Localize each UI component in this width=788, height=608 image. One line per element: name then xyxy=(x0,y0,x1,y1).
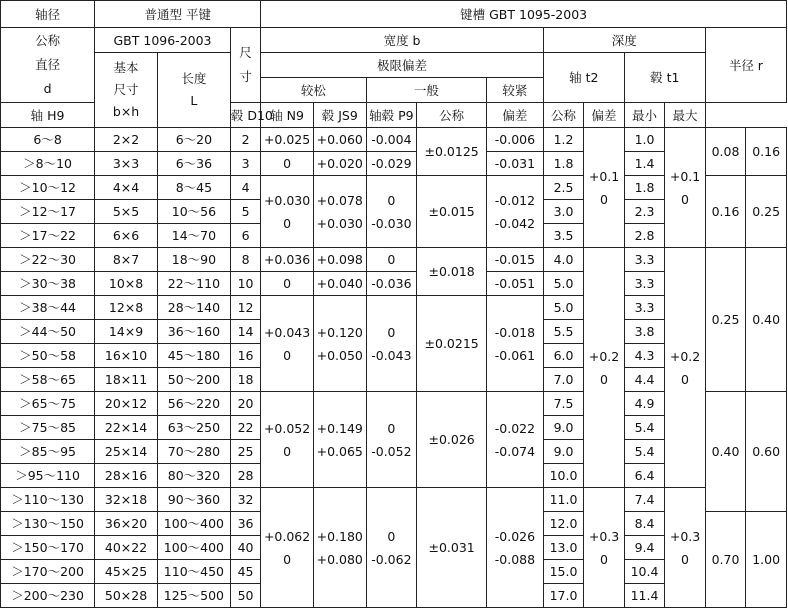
cell-diameter: ＞38～44 xyxy=(1,296,95,320)
cell-r-max: 0.40 xyxy=(746,248,787,392)
cell-p9 xyxy=(487,392,544,488)
cell-p9: -0.015 xyxy=(487,248,544,272)
cell-size: 50 xyxy=(230,584,260,608)
t1-dev-upper: +0.1 xyxy=(669,168,701,184)
header-shaft-t2: 轴 t2 xyxy=(543,53,624,103)
d10-upper: +0.120 xyxy=(316,324,363,340)
cell-length: 100～400 xyxy=(157,512,230,536)
cell-t2: 5.0 xyxy=(543,296,584,320)
cell-t1: 3.3 xyxy=(624,248,665,272)
n9-upper: 0 xyxy=(387,324,396,340)
cell-length: 10～56 xyxy=(157,200,230,224)
nominal-diameter-line-3: d xyxy=(43,81,52,96)
length-line-2: L xyxy=(190,93,198,108)
cell-n9 xyxy=(366,392,417,488)
p9-upper: -0.012 xyxy=(494,192,536,208)
header-shaft-diameter: 轴径 xyxy=(1,1,95,28)
cell-js9: ±0.018 xyxy=(417,248,487,296)
cell-size: 3 xyxy=(230,152,260,176)
n9-upper: 0 xyxy=(387,192,396,208)
cell-length: 8～45 xyxy=(157,176,230,200)
cell-h9: 0 xyxy=(261,152,314,176)
cell-t1: 2.8 xyxy=(624,224,665,248)
cell-diameter: ＞150～170 xyxy=(1,536,95,560)
t1-dev-lower: 0 xyxy=(681,191,689,207)
header-normal-flat-key: 普通型 平键 xyxy=(95,1,261,28)
cell-t1: 6.4 xyxy=(624,464,665,488)
cell-basic-size: 5×5 xyxy=(95,200,158,224)
cell-diameter: ＞130～150 xyxy=(1,512,95,536)
h9-lower: 0 xyxy=(283,551,292,567)
cell-t1: 3.8 xyxy=(624,320,665,344)
header-col-shafthub-p9: 轴毂 P9 xyxy=(366,103,417,128)
cell-t1: 4.4 xyxy=(624,368,665,392)
cell-d10 xyxy=(313,392,366,488)
h9-lower: 0 xyxy=(283,215,292,231)
h9-upper: +0.052 xyxy=(263,420,311,436)
cell-t2: 5.5 xyxy=(543,320,584,344)
cell-size: 16 xyxy=(230,344,260,368)
cell-d10: +0.020 xyxy=(313,152,366,176)
cell-basic-size: 4×4 xyxy=(95,176,158,200)
cell-size: 40 xyxy=(230,536,260,560)
cell-size: 12 xyxy=(230,296,260,320)
header-radius-r: 半径 r xyxy=(705,28,786,103)
cell-t1: 11.4 xyxy=(624,584,665,608)
length-line-1: 长度 xyxy=(181,71,207,86)
h9-upper: +0.062 xyxy=(263,528,311,544)
nominal-diameter-line-2: 直径 xyxy=(35,57,61,72)
cell-diameter: ＞12～17 xyxy=(1,200,95,224)
cell-t2: 3.5 xyxy=(543,224,584,248)
p9-lower: -0.061 xyxy=(494,347,536,363)
cell-t1-deviation xyxy=(665,248,706,488)
cell-size: 20 xyxy=(230,392,260,416)
cell-length: 6～20 xyxy=(157,128,230,152)
header-t1-nominal: 公称 xyxy=(543,103,584,128)
basic-size-line-3: b×h xyxy=(112,104,140,119)
cell-basic-size: 22×14 xyxy=(95,416,158,440)
cell-t1: 1.0 xyxy=(624,128,665,152)
cell-length: 6～36 xyxy=(157,152,230,176)
h9-lower: 0 xyxy=(283,443,292,459)
cell-t1: 2.3 xyxy=(624,200,665,224)
cell-t1: 3.3 xyxy=(624,296,665,320)
cell-diameter: ＞170～200 xyxy=(1,560,95,584)
cell-basic-size: 16×10 xyxy=(95,344,158,368)
cell-basic-size: 18×11 xyxy=(95,368,158,392)
size-line-2: 寸 xyxy=(239,69,252,84)
cell-length: 125～500 xyxy=(157,584,230,608)
cell-n9: 0 xyxy=(366,248,417,272)
cell-n9 xyxy=(366,488,417,608)
cell-n9 xyxy=(366,296,417,392)
header-t2-deviation: 偏差 xyxy=(487,103,544,128)
cell-t1-deviation xyxy=(665,488,706,608)
header-size xyxy=(230,28,260,103)
cell-t2: 1.2 xyxy=(543,128,584,152)
cell-d10 xyxy=(313,296,366,392)
cell-basic-size: 3×3 xyxy=(95,152,158,176)
header-limit-deviation: 极限偏差 xyxy=(261,53,544,78)
d10-upper: +0.078 xyxy=(316,192,363,208)
cell-t1: 5.4 xyxy=(624,440,665,464)
cell-basic-size: 12×8 xyxy=(95,296,158,320)
cell-t2-deviation xyxy=(584,488,625,608)
header-normal: 一般 xyxy=(366,78,487,103)
cell-diameter: ＞65～75 xyxy=(1,392,95,416)
cell-t1: 9.4 xyxy=(624,536,665,560)
cell-t2: 6.0 xyxy=(543,344,584,368)
header-r-min: 最小 xyxy=(624,103,665,128)
header-length xyxy=(157,53,230,128)
cell-diameter: ＞95～110 xyxy=(1,464,95,488)
cell-t2: 13.0 xyxy=(543,536,584,560)
cell-length: 90～360 xyxy=(157,488,230,512)
p9-upper: -0.018 xyxy=(494,324,536,340)
cell-js9: ±0.015 xyxy=(417,176,487,248)
cell-basic-size: 14×9 xyxy=(95,320,158,344)
cell-diameter: 6～8 xyxy=(1,128,95,152)
cell-t2: 7.0 xyxy=(543,368,584,392)
t2-dev-lower: 0 xyxy=(600,371,608,387)
cell-h9: +0.025 xyxy=(261,128,314,152)
cell-basic-size: 25×14 xyxy=(95,440,158,464)
cell-js9: ±0.031 xyxy=(417,488,487,608)
cell-t2: 12.0 xyxy=(543,512,584,536)
cell-size: 18 xyxy=(230,368,260,392)
t2-dev-upper: +0.1 xyxy=(588,168,620,184)
n9-lower: -0.052 xyxy=(371,443,412,459)
cell-h9 xyxy=(261,488,314,608)
cell-basic-size: 2×2 xyxy=(95,128,158,152)
d10-upper: +0.180 xyxy=(316,528,363,544)
header-t1-deviation: 偏差 xyxy=(584,103,625,128)
header-row-2 xyxy=(1,28,787,53)
cell-h9 xyxy=(261,392,314,488)
t1-dev-lower: 0 xyxy=(681,551,689,567)
header-tight: 较紧 xyxy=(487,78,544,103)
cell-t2: 9.0 xyxy=(543,416,584,440)
cell-diameter: ＞58～65 xyxy=(1,368,95,392)
cell-size: 6 xyxy=(230,224,260,248)
cell-t1: 8.4 xyxy=(624,512,665,536)
t1-dev-upper: +0.3 xyxy=(669,528,701,544)
cell-t2: 11.0 xyxy=(543,488,584,512)
cell-h9: 0 xyxy=(261,272,314,296)
cell-d10 xyxy=(313,176,366,248)
cell-t1: 4.3 xyxy=(624,344,665,368)
cell-n9 xyxy=(366,176,417,248)
cell-basic-size: 10×8 xyxy=(95,272,158,296)
n9-lower: -0.062 xyxy=(371,551,412,567)
cell-length: 110～450 xyxy=(157,560,230,584)
header-row-1 xyxy=(1,1,787,28)
nominal-diameter-line-1: 公称 xyxy=(35,33,61,48)
cell-h9 xyxy=(261,176,314,248)
cell-t2: 17.0 xyxy=(543,584,584,608)
table-row xyxy=(1,488,787,512)
cell-n9: -0.036 xyxy=(366,272,417,296)
cell-t1: 4.9 xyxy=(624,392,665,416)
cell-t2: 5.0 xyxy=(543,272,584,296)
cell-basic-size: 50×28 xyxy=(95,584,158,608)
t1-dev-upper: +0.2 xyxy=(669,348,701,364)
cell-t1: 5.4 xyxy=(624,416,665,440)
header-nominal-diameter xyxy=(1,28,95,103)
cell-n9: -0.029 xyxy=(366,152,417,176)
cell-length: 14～70 xyxy=(157,224,230,248)
cell-n9: -0.004 xyxy=(366,128,417,152)
t2-dev-lower: 0 xyxy=(600,191,608,207)
cell-size: 36 xyxy=(230,512,260,536)
cell-size: 32 xyxy=(230,488,260,512)
cell-t2: 1.8 xyxy=(543,152,584,176)
basic-size-line-1: 基本 xyxy=(113,60,139,75)
cell-t2-deviation xyxy=(584,128,625,248)
cell-p9 xyxy=(487,176,544,248)
t2-dev-upper: +0.3 xyxy=(588,528,620,544)
cell-size: 2 xyxy=(230,128,260,152)
table-row xyxy=(1,128,787,152)
cell-size: 4 xyxy=(230,176,260,200)
t1-dev-lower: 0 xyxy=(681,371,689,387)
header-col-hub-d10: 毂 D10 xyxy=(230,103,260,128)
cell-diameter: ＞110～130 xyxy=(1,488,95,512)
cell-length: 50～200 xyxy=(157,368,230,392)
header-depth: 深度 xyxy=(543,28,705,53)
cell-js9: ±0.026 xyxy=(417,392,487,488)
cell-d10: +0.040 xyxy=(313,272,366,296)
header-t2-nominal: 公称 xyxy=(417,103,487,128)
n9-lower: -0.030 xyxy=(371,215,412,231)
cell-size: 45 xyxy=(230,560,260,584)
cell-basic-size: 36×20 xyxy=(95,512,158,536)
cell-diameter: ＞30～38 xyxy=(1,272,95,296)
d10-lower: +0.050 xyxy=(316,347,363,363)
cell-p9: -0.006 xyxy=(487,128,544,152)
p9-lower: -0.088 xyxy=(494,551,536,567)
cell-h9 xyxy=(261,296,314,392)
cell-p9 xyxy=(487,488,544,608)
cell-length: 70～280 xyxy=(157,440,230,464)
cell-basic-size: 8×7 xyxy=(95,248,158,272)
cell-t2: 15.0 xyxy=(543,560,584,584)
cell-length: 45～180 xyxy=(157,344,230,368)
cell-t2: 10.0 xyxy=(543,464,584,488)
cell-p9: -0.051 xyxy=(487,272,544,296)
cell-basic-size: 28×16 xyxy=(95,464,158,488)
header-hub-t1: 毂 t1 xyxy=(624,53,705,103)
n9-upper: 0 xyxy=(387,528,396,544)
header-basic-size xyxy=(95,53,158,128)
cell-basic-size: 32×18 xyxy=(95,488,158,512)
cell-r-max: 0.25 xyxy=(746,176,787,248)
cell-js9: ±0.0125 xyxy=(417,128,487,176)
cell-h9: +0.036 xyxy=(261,248,314,272)
cell-length: 56～220 xyxy=(157,392,230,416)
cell-r-min: 0.70 xyxy=(705,512,746,608)
cell-length: 18～90 xyxy=(157,248,230,272)
header-width-b: 宽度 b xyxy=(261,28,544,53)
n9-lower: -0.043 xyxy=(371,347,412,363)
header-keyway-standard: 键槽 GBT 1095-2003 xyxy=(261,1,787,28)
cell-diameter: ＞75～85 xyxy=(1,416,95,440)
cell-r-min: 0.08 xyxy=(705,128,746,176)
cell-t1: 1.8 xyxy=(624,176,665,200)
d10-lower: +0.030 xyxy=(316,215,363,231)
cell-p9: -0.031 xyxy=(487,152,544,176)
cell-p9 xyxy=(487,296,544,392)
cell-size: 22 xyxy=(230,416,260,440)
cell-size: 28 xyxy=(230,464,260,488)
cell-t2-deviation xyxy=(584,248,625,488)
cell-t2: 7.5 xyxy=(543,392,584,416)
cell-length: 36～160 xyxy=(157,320,230,344)
cell-t1: 10.4 xyxy=(624,560,665,584)
t2-dev-lower: 0 xyxy=(600,551,608,567)
header-loose: 较松 xyxy=(261,78,366,103)
header-row-3 xyxy=(1,53,787,78)
cell-r-max: 0.60 xyxy=(746,392,787,512)
cell-diameter: ＞85～95 xyxy=(1,440,95,464)
cell-size: 10 xyxy=(230,272,260,296)
cell-basic-size: 45×25 xyxy=(95,560,158,584)
cell-diameter: ＞50～58 xyxy=(1,344,95,368)
cell-r-max: 0.16 xyxy=(746,128,787,176)
cell-size: 25 xyxy=(230,440,260,464)
cell-r-min: 0.25 xyxy=(705,248,746,392)
h9-upper: +0.043 xyxy=(263,324,311,340)
p9-upper: -0.026 xyxy=(494,528,536,544)
cell-d10: +0.060 xyxy=(313,128,366,152)
cell-diameter: ＞17～22 xyxy=(1,224,95,248)
cell-t2: 9.0 xyxy=(543,440,584,464)
h9-upper: +0.030 xyxy=(263,192,311,208)
h9-lower: 0 xyxy=(283,347,292,363)
d10-lower: +0.080 xyxy=(316,551,363,567)
d10-lower: +0.065 xyxy=(316,443,363,459)
p9-lower: -0.074 xyxy=(494,443,536,459)
cell-diameter: ＞22～30 xyxy=(1,248,95,272)
cell-t1: 7.4 xyxy=(624,488,665,512)
basic-size-line-2: 尺寸 xyxy=(113,82,139,97)
table-row xyxy=(1,248,787,272)
header-col-shaft-n9: 轴 N9 xyxy=(261,103,314,128)
cell-length: 63～250 xyxy=(157,416,230,440)
cell-basic-size: 40×22 xyxy=(95,536,158,560)
header-key-standard: GBT 1096-2003 xyxy=(95,28,231,53)
cell-r-max: 1.00 xyxy=(746,512,787,608)
d10-upper: +0.149 xyxy=(316,420,363,436)
cell-d10: +0.098 xyxy=(313,248,366,272)
cell-diameter: ＞8～10 xyxy=(1,152,95,176)
cell-js9: ±0.0215 xyxy=(417,296,487,392)
cell-size: 8 xyxy=(230,248,260,272)
t2-dev-upper: +0.2 xyxy=(588,348,620,364)
cell-t1: 3.3 xyxy=(624,272,665,296)
cell-d10 xyxy=(313,488,366,608)
cell-t2: 3.0 xyxy=(543,200,584,224)
cell-basic-size: 6×6 xyxy=(95,224,158,248)
cell-diameter: ＞10～12 xyxy=(1,176,95,200)
cell-length: 100～400 xyxy=(157,536,230,560)
cell-basic-size: 20×12 xyxy=(95,392,158,416)
cell-r-min: 0.40 xyxy=(705,392,746,512)
cell-t1: 1.4 xyxy=(624,152,665,176)
cell-r-min: 0.16 xyxy=(705,176,746,248)
p9-upper: -0.022 xyxy=(494,420,536,436)
cell-length: 80～320 xyxy=(157,464,230,488)
cell-diameter: ＞200～230 xyxy=(1,584,95,608)
header-r-max: 最大 xyxy=(665,103,706,128)
cell-length: 28～140 xyxy=(157,296,230,320)
size-line-1: 尺 xyxy=(239,45,252,60)
cell-length: 22～110 xyxy=(157,272,230,296)
header-col-shaft-h9: 轴 H9 xyxy=(1,103,95,128)
cell-size: 5 xyxy=(230,200,260,224)
cell-size: 14 xyxy=(230,320,260,344)
cell-diameter: ＞44～50 xyxy=(1,320,95,344)
p9-lower: -0.042 xyxy=(494,215,536,231)
cell-t2: 4.0 xyxy=(543,248,584,272)
header-col-hub-js9: 毂 JS9 xyxy=(313,103,366,128)
cell-t2: 2.5 xyxy=(543,176,584,200)
n9-upper: 0 xyxy=(387,420,396,436)
cell-t1-deviation xyxy=(665,128,706,248)
